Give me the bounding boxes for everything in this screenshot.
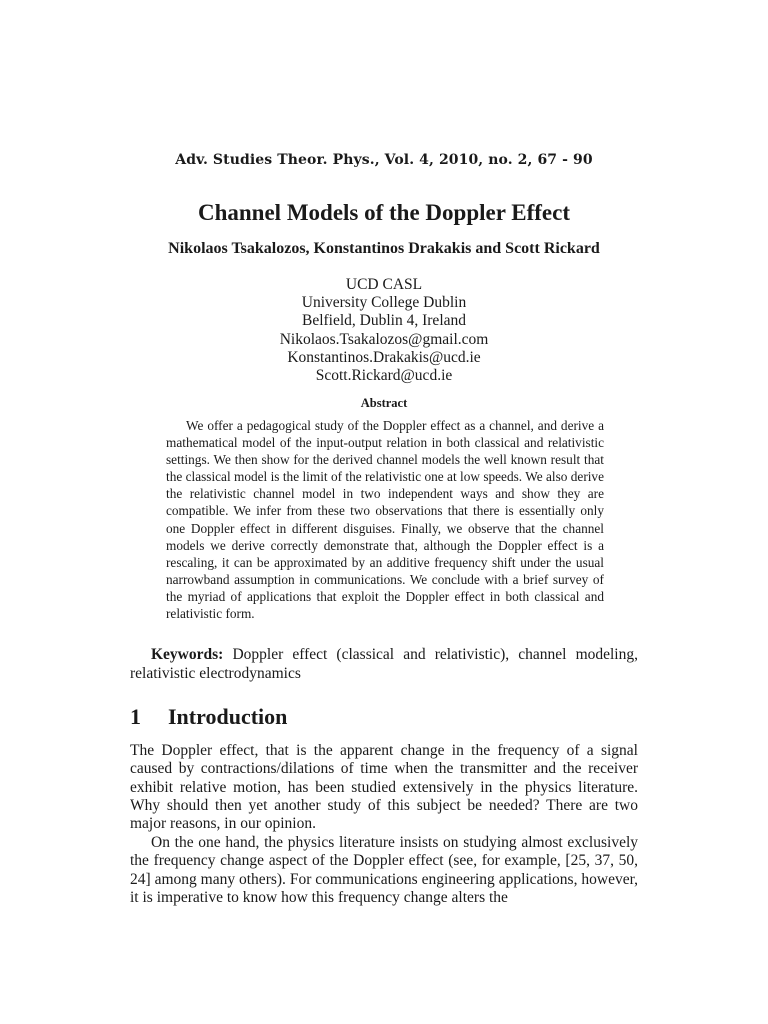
affiliation-institute: UCD CASL: [345, 276, 423, 293]
affiliation-block: [0, 276, 768, 385]
affiliation-address: Belfield, Dublin 4, Ireland: [302, 312, 466, 330]
body-paragraph: On the one hand, the physics literature insists on studying almost exclusively the frequency change aspect of the Doppler effect (see, for example, [25, 37, 50, 24] among many others). For communications engineering applications, however, it is imperative to know how this frequency change alters the: [130, 834, 638, 906]
section-title: Introduction: [168, 704, 288, 729]
author-email: Scott.Rickard@ucd.ie: [315, 367, 453, 385]
keywords-text: Doppler effect (classical and relativistic), channel modeling, relativistic electrodynamics: [130, 646, 638, 682]
abstract-heading: Abstract: [360, 396, 408, 410]
abstract-text: We offer a pedagogical study of the Doppler effect as a channel, and derive a mathematical model of the input-output relation in both classical and relativistic settings. We then show for the derived channel models the well known result that the classical model is the limit of the relativistic one at low speeds. We also derive the relativistic channel model in two independent ways and show they are compatible. We infer from these two observations that there is essentially only one Doppler effect in different disguises. Finally, we observe that the channel models we derive correctly demonstrate that, although the Doppler effect is a rescaling, it can be approximated by an additive frequency shift under the usual narrowband assumption in communications. We conclude with a brief survey of the myriad of applications that exploit the Doppler effect in both classical and relativistic form.: [166, 418, 604, 622]
author-email: Nikolaos.Tsakalozos@gmail.com: [279, 330, 489, 348]
paper-title: Channel Models of the Doppler Effect: [197, 200, 571, 225]
author-email: Konstantinos.Drakakis@ucd.ie: [287, 348, 481, 366]
author-list: Nikolaos Tsakalozos, Konstantinos Drakakis and Scott Rickard: [168, 240, 600, 257]
journal-citation: Adv. Studies Theor. Phys., Vol. 4, 2010, no. 2, 67 - 90: [175, 152, 593, 168]
affiliation-university: University College Dublin: [301, 294, 467, 312]
section-heading: [130, 704, 287, 730]
section-number: 1: [130, 704, 141, 729]
keywords-paragraph: [130, 646, 638, 683]
body-paragraph: The Doppler effect, that is the apparent change in the frequency of a signal caused by contractions/dilations of time when the transmitter and the receiver exhibit relative motion, has been studied extensively in the physics literature. Why should then yet another study of this subject be needed? There are two major reasons, in our opinion.: [130, 742, 638, 833]
keywords-label: Keywords:: [151, 646, 224, 663]
